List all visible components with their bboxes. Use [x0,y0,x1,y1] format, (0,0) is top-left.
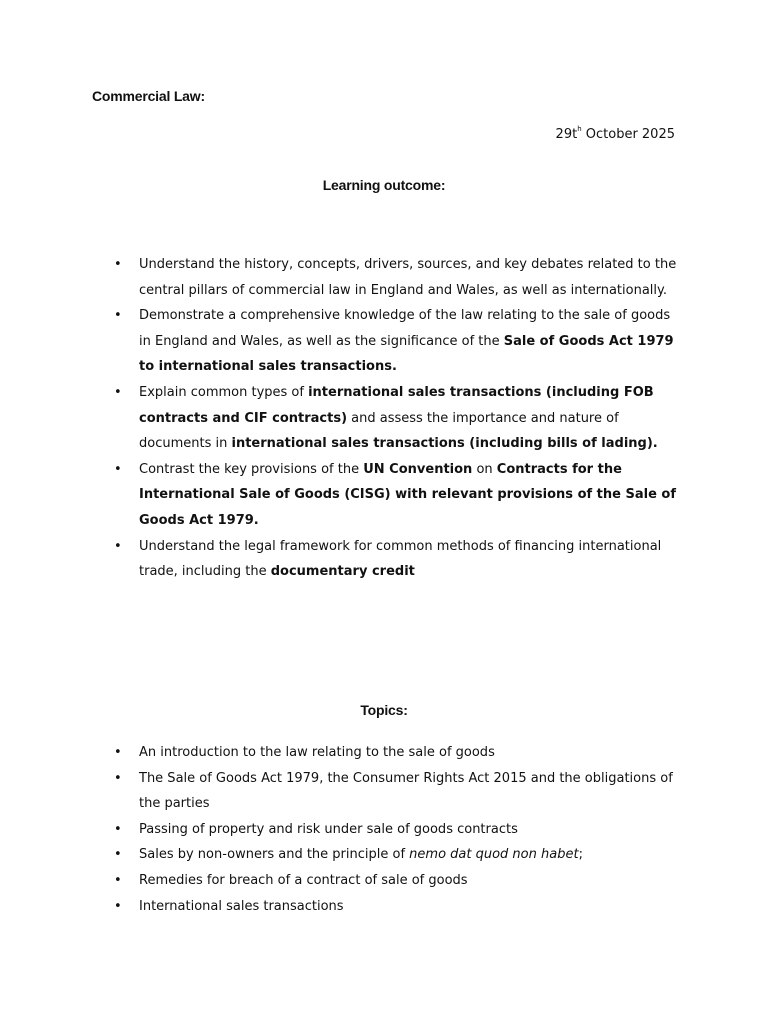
bold-text: documentary credit [270,564,415,580]
text-run: Sales by non-owners and the principle of [139,847,410,863]
text-run: ; [578,847,583,863]
text-run: Demonstrate a comprehensive knowledge of the law relating to the sale of goods in England and Wales, as well as the significance of the [139,308,671,349]
document-date [556,125,675,142]
text-run: Remedies for breach of a contract of sale of goods [139,872,468,888]
text-run: and assess the importance and nature of documents in [139,410,619,452]
text-run: International sales transactions [139,898,344,914]
text-run: on [472,461,497,477]
text-run: Contrast the key provisions of the [139,461,364,477]
list-item [112,534,677,585]
list-item [112,303,677,380]
text-run: Explain common types of [139,384,309,400]
list-item [112,740,677,766]
date-ordinal-suffix: h [577,125,582,133]
list-item [112,842,677,868]
text-run: The Sale of Goods Act 1979, the Consumer Rights Act 2015 and the obligations of the parties [139,770,673,812]
document-title: Commercial Law: [92,88,205,104]
bold-text: international sales transactions (including FOB contracts and CIF contracts) [139,384,654,426]
text-run: An introduction to the law relating to the sale of goods [139,745,495,760]
list-item [112,868,677,894]
text-run: Understand the legal framework for common methods of financing international trade, including the [139,538,662,580]
text-run: Passing of property and risk under sale of goods contracts [139,821,518,837]
topics-list [112,740,677,919]
learning-outcome-heading: Learning outcome: [322,177,446,193]
list-item [112,766,677,817]
date-day: 29t [555,127,578,142]
bold-text: UN Convention [363,461,473,477]
italic-text: nemo dat quod non habet [409,847,579,863]
learning-outcomes-list [112,252,677,585]
list-item [112,252,677,303]
topics-heading: Topics: [360,702,408,718]
date-month-year: October 2025 [581,127,675,142]
bold-text: Contracts for the International Sale of Goods (CISG) with relevant provisions of the Sale of Goods Act 1979. [139,461,677,528]
bold-text: international sales transactions (including bills of lading). [231,436,658,452]
text-run: Understand the history, concepts, drivers, sources, and key debates related to the central pillars of commercial law in England and Wales, as well as internationally. [139,257,677,298]
list-item [112,457,677,534]
list-item [112,817,677,843]
bold-text: Sale of Goods Act 1979 to international sales transactions. [139,333,674,375]
list-item [112,380,677,457]
list-item [112,894,677,920]
